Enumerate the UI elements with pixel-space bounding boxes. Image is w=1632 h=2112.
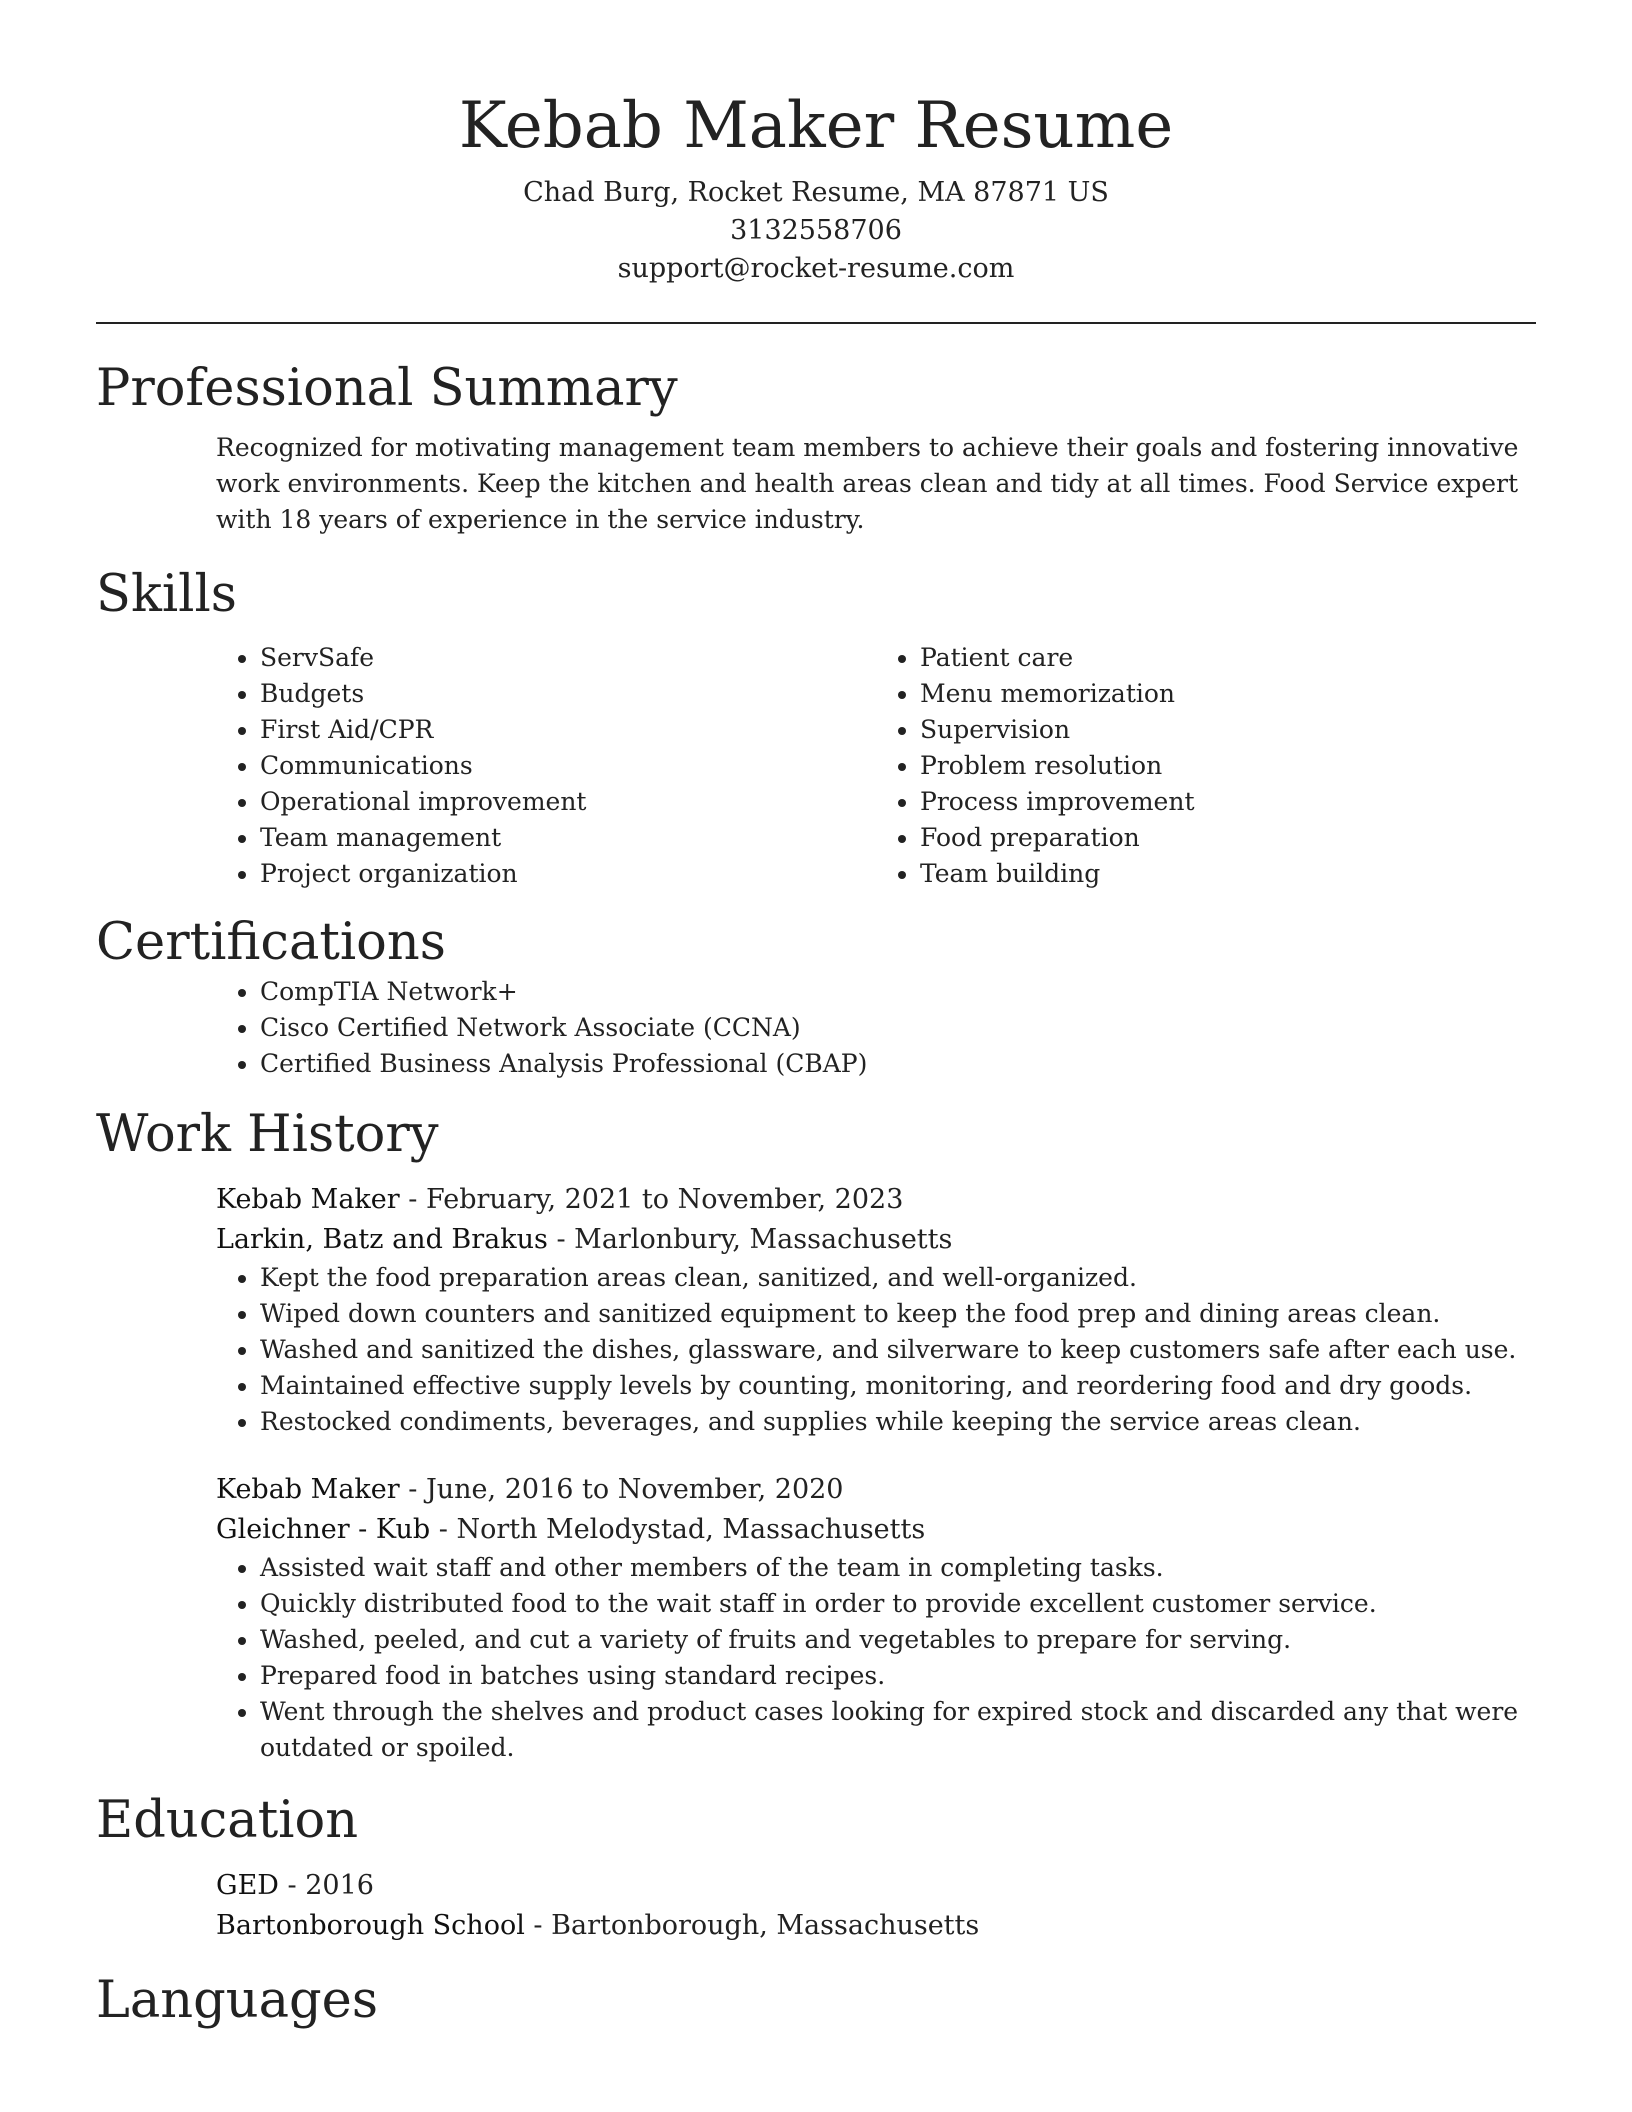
certification-item: • Cisco Certified Network Associate (CCNA) xyxy=(260,1010,1536,1046)
header-divider xyxy=(96,322,1536,324)
skill-item: • Budgets xyxy=(260,676,876,712)
certification-item: • Certified Business Analysis Professional (CBAP) xyxy=(260,1046,1536,1082)
job-duty-item: • Maintained effective supply levels by counting, monitoring, and reordering food and dry goods. xyxy=(260,1368,1536,1404)
education-school-line xyxy=(216,1906,1536,1946)
skills-list-right xyxy=(876,640,1536,892)
job-title-line xyxy=(216,1470,1536,1510)
skills-heading: Skills xyxy=(96,565,237,624)
education-degree: GED xyxy=(216,1870,279,1901)
skill-item: • Patient care xyxy=(920,640,1536,676)
skill-item: • Process improvement xyxy=(920,784,1536,820)
job-title: Kebab Maker xyxy=(216,1474,400,1505)
work-history-heading: Work History xyxy=(96,1105,439,1164)
skill-item: • Project organization xyxy=(260,856,876,892)
summary-heading: Professional Summary xyxy=(96,359,678,418)
skill-item: • Menu memorization xyxy=(920,676,1536,712)
contact-phone: 3132558706 xyxy=(730,215,902,246)
skill-item: • Communications xyxy=(260,748,876,784)
education-location: - Bartonborough, Massachusetts xyxy=(524,1910,980,1941)
certification-item: • CompTIA Network+ xyxy=(260,974,1536,1010)
job-duty-item: • Washed and sanitized the dishes, glassware, and silverware to keep customers safe after each use. xyxy=(260,1332,1536,1368)
skill-item: • ServSafe xyxy=(260,640,876,676)
job-dates: - June, 2016 to November, 2020 xyxy=(399,1474,844,1505)
job-title-line xyxy=(216,1180,1536,1220)
job-entry xyxy=(216,1470,1536,1766)
job-company-line xyxy=(216,1510,1536,1550)
skill-item: • Operational improvement xyxy=(260,784,876,820)
job-title: Kebab Maker xyxy=(216,1184,400,1215)
job-dates: - February, 2021 to November, 2023 xyxy=(399,1184,904,1215)
education-year: - 2016 xyxy=(278,1870,374,1901)
skills-list-left xyxy=(216,640,876,892)
summary-text: Recognized for motivating management team members to achieve their goals and fostering innovative work environments. Keep the kitchen and health areas clean and tidy at all times. Food Service expert with 18 years of experience in the service industry. xyxy=(216,433,1519,534)
job-duties-list xyxy=(216,1550,1536,1766)
job-duty-item: • Washed, peeled, and cut a variety of fruits and vegetables to prepare for serving. xyxy=(260,1622,1536,1658)
job-entry xyxy=(216,1180,1536,1440)
skill-item: • Team building xyxy=(920,856,1536,892)
job-duty-item: • Wiped down counters and sanitized equipment to keep the food prep and dining areas clean. xyxy=(260,1296,1536,1332)
job-duty-item: • Went through the shelves and product cases looking for expired stock and discarded any that were outdated or spoiled. xyxy=(260,1694,1536,1766)
education-heading: Education xyxy=(96,1791,359,1850)
resume-page xyxy=(96,0,1536,2032)
skill-item: • Problem resolution xyxy=(920,748,1536,784)
skill-item: • First Aid/CPR xyxy=(260,712,876,748)
summary-section xyxy=(216,430,1536,538)
education-degree-line xyxy=(216,1866,1536,1906)
job-duty-item: • Quickly distributed food to the wait staff in order to provide excellent customer service. xyxy=(260,1586,1536,1622)
contact-email: support@rocket-resume.com xyxy=(617,253,1015,284)
job-duty-item: • Prepared food in batches using standard recipes. xyxy=(260,1658,1536,1694)
skill-item: • Team management xyxy=(260,820,876,856)
languages-heading: Languages xyxy=(96,1971,379,2030)
skills-columns xyxy=(216,640,1536,892)
job-company: Gleichner - Kub xyxy=(216,1514,431,1545)
certifications-list xyxy=(216,974,1536,1082)
contact-info xyxy=(96,174,1536,288)
certifications-section xyxy=(216,974,1536,1082)
job-company-line xyxy=(216,1220,1536,1260)
job-duty-item: • Assisted wait staff and other members of the team in completing tasks. xyxy=(260,1550,1536,1586)
skills-section xyxy=(216,640,1536,892)
job-company: Larkin, Batz and Brakus xyxy=(216,1224,548,1255)
skill-item: • Food preparation xyxy=(920,820,1536,856)
job-location: - Marlonbury, Massachusetts xyxy=(547,1224,953,1255)
education-section xyxy=(216,1866,1536,1946)
certifications-heading: Certifications xyxy=(96,913,446,972)
work-history-section xyxy=(216,1180,1536,1766)
resume-title: Kebab Maker Resume xyxy=(458,89,1174,163)
job-duty-item: • Kept the food preparation areas clean, sanitized, and well-organized. xyxy=(260,1260,1536,1296)
contact-address: Chad Burg, Rocket Resume, MA 87871 US xyxy=(523,177,1109,208)
skill-item: • Supervision xyxy=(920,712,1536,748)
job-location: - North Melodystad, Massachusetts xyxy=(430,1514,926,1545)
job-duties-list xyxy=(216,1260,1536,1440)
education-school: Bartonborough School xyxy=(216,1910,525,1941)
job-duty-item: • Restocked condiments, beverages, and supplies while keeping the service areas clean. xyxy=(260,1404,1536,1440)
